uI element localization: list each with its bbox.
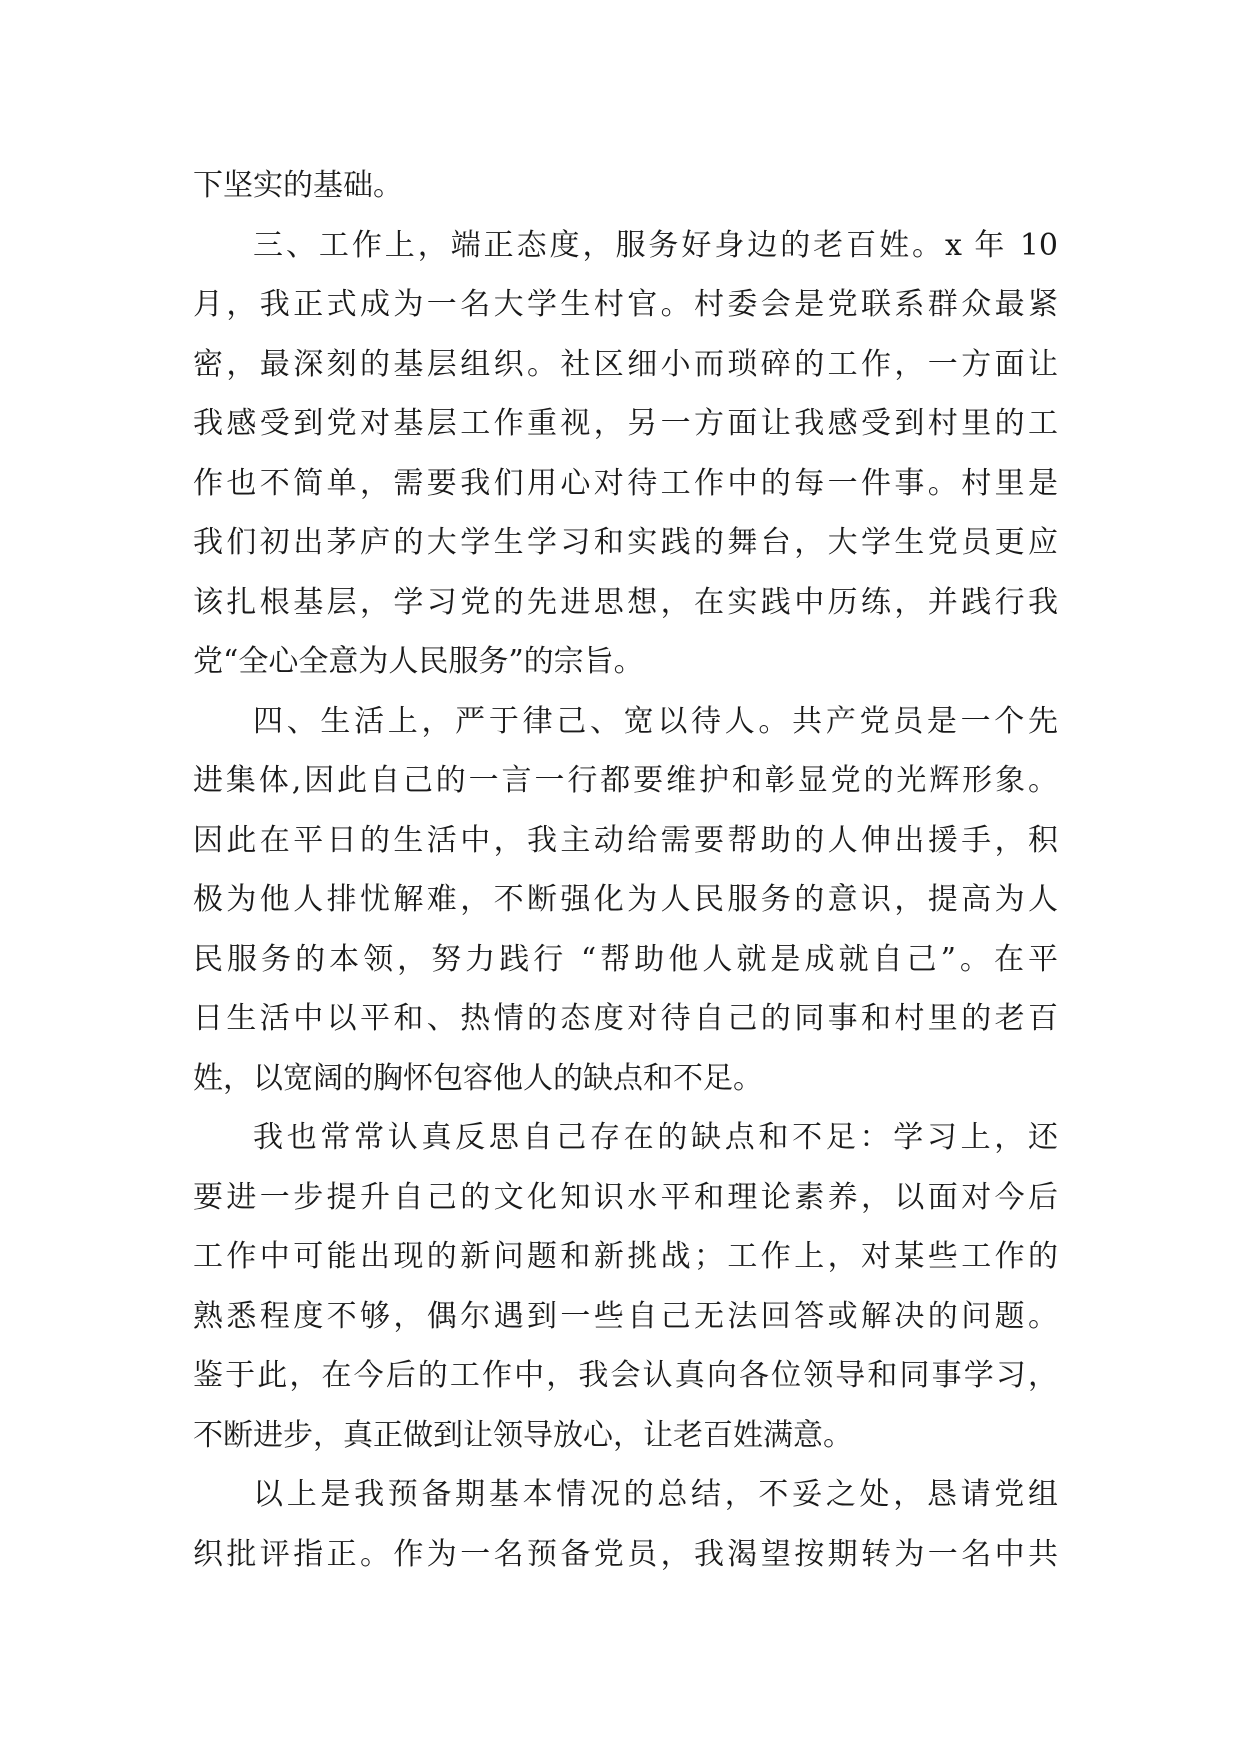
- text-line: 不断进步，真正做到让领导放心，让老百姓满意。: [193, 1418, 853, 1453]
- text-line: 进集体,因此自己的一言一行都要维护和彰显党的光辉形象。: [193, 763, 1058, 798]
- text-line: 我们初出茅庐的大学生学习和实践的舞台，大学生党员更应: [193, 525, 1058, 560]
- text-line: 三、工作上，端正态度，服务好身边的老百姓。x 年 10: [253, 228, 1058, 263]
- text-line: 月，我正式成为一名大学生村官。村委会是党联系群众最紧: [193, 287, 1058, 322]
- text-line: 作也不简单，需要我们用心对待工作中的每一件事。村里是: [193, 466, 1058, 501]
- text-line: 姓，以宽阔的胸怀包容他人的缺点和不足。: [193, 1061, 763, 1096]
- text-line: 极为他人排忧解难，不断强化为人民服务的意识，提高为人: [193, 882, 1058, 917]
- text-line: 我也常常认真反思自己存在的缺点和不足：学习上，还: [253, 1120, 1058, 1155]
- text-line: 下坚实的基础。: [193, 168, 403, 203]
- text-line: 因此在平日的生活中，我主动给需要帮助的人伸出援手，积: [193, 823, 1058, 858]
- text-line: 民服务的本领，努力践行 “帮助他人就是成就自己”。在平: [193, 942, 1058, 977]
- text-line: 密，最深刻的基层组织。社区细小而琐碎的工作，一方面让: [193, 347, 1058, 382]
- text-line: 熟悉程度不够，偶尔遇到一些自己无法回答或解决的问题。: [193, 1299, 1058, 1334]
- text-line: 织批评指正。作为一名预备党员，我渴望按期转为一名中共: [193, 1537, 1058, 1572]
- text-line: 鉴于此，在今后的工作中，我会认真向各位领导和同事学习，: [193, 1358, 1058, 1393]
- text-line: 工作中可能出现的新问题和新挑战；工作上，对某些工作的: [193, 1239, 1058, 1274]
- text-line: 日生活中以平和、热情的态度对待自己的同事和村里的老百: [193, 1001, 1058, 1036]
- text-line: 党“全心全意为人民服务”的宗旨。: [193, 644, 644, 679]
- text-line: 四、生活上，严于律己、宽以待人。共产党员是一个先: [253, 704, 1058, 739]
- text-line: 要进一步提升自己的文化知识水平和理论素养，以面对今后: [193, 1180, 1058, 1215]
- text-line: 该扎根基层，学习党的先进思想，在实践中历练，并践行我: [193, 585, 1058, 620]
- text-line: 我感受到党对基层工作重视，另一方面让我感受到村里的工: [193, 406, 1058, 441]
- text-line: 以上是我预备期基本情况的总结，不妥之处，恳请党组: [253, 1477, 1058, 1512]
